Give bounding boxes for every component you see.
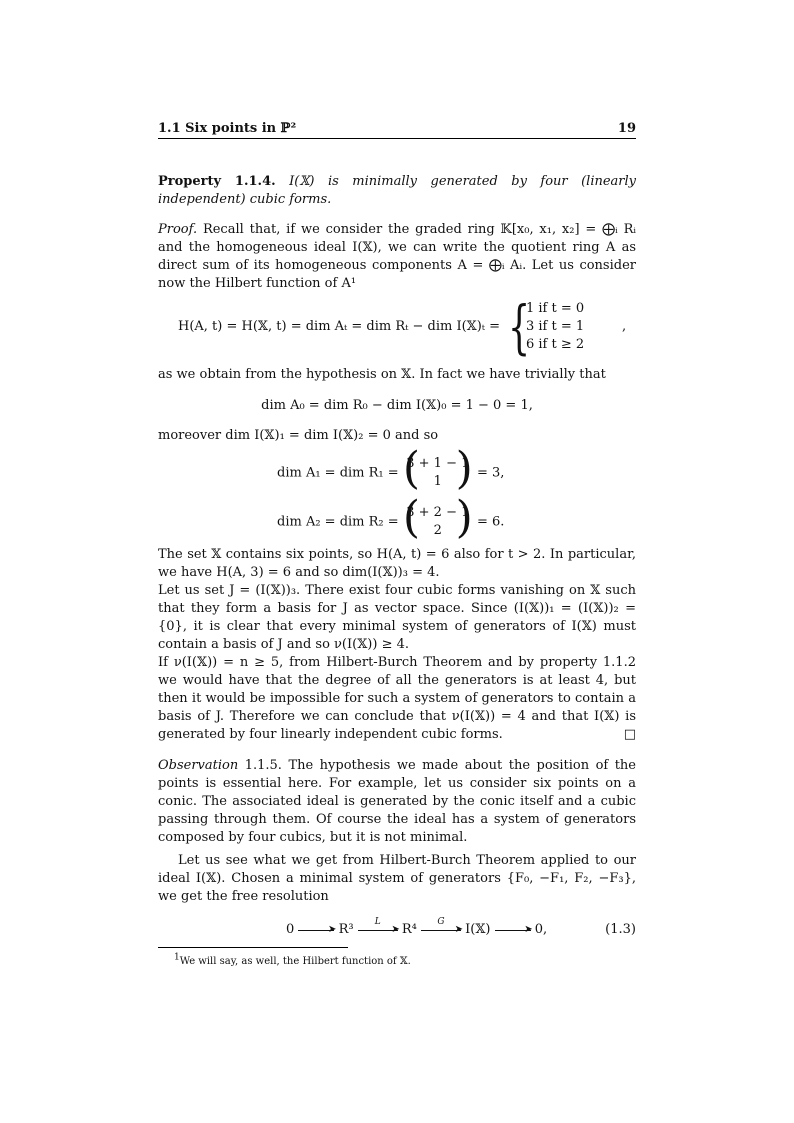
proof-text-6: If ν(I(𝕏)) = n ≥ 5, from Hilbert-Burch Theorem and by property 1.1.2 we would have that the degree of all the generators is at least 4, but then it would be impossible for such a system of generators to contain a basis of J. Therefore we can conclude that ν(I(𝕏)) = 4 and that I(𝕏) is generated by four linearly independent cubic forms. [158,655,636,742]
final-paragraph: Let us see what we get from Hilbert-Burch Theorem applied to our ideal I(𝕏). Chosen a minimal system of generators {F₀, −F₁, F₂, −F₃}, we get the free resolution [158,853,636,904]
a1-lhs: dim A₁ = dim R₁ = [277,465,399,481]
res-zero-left: 0 [286,922,295,937]
footnote-text: We will say, as well, the Hilbert function of 𝕏. [179,956,411,967]
cases-tail: , [622,319,627,334]
a2-rhs: = 6. [476,514,505,530]
proof-label: Proof. [158,222,198,237]
proof-paragraph-1 [158,221,636,293]
res-r3: R³ [338,922,354,937]
proof-paragraph-5: Let us set J = (I(𝕏))₃. There exist four cubic forms vanishing on 𝕏 such that they form a basis for J as vector space. Since (I(𝕏))₁ = (I(𝕏))₂ = {0}, it is clear that every minimal system of generators of I(𝕏) must contain a basis of J and so ν(I(𝕏)) ≥ 4. [158,583,636,652]
observation-text: The hypothesis we made about the position of the points is essential here. For example, let us consider six points on a conic. The associated ideal is generated by the conic itself and a cubic passing through them. Of course the ideal has a system of generators composed by four cubics, but it is not minimal. [158,758,636,845]
res-ideal: I(𝕏) [465,922,491,937]
proof-paragraph-2: as we obtain from the hypothesis on 𝕏. In fact we have trivially that [158,367,606,382]
footnote-mark: 1 [174,952,180,963]
res-arrow-1: ➤ [298,923,334,937]
property-text: I(𝕏) is minimally generated by four (linearly independent) cubic forms. [158,174,637,207]
qed-symbol: □ [623,727,636,742]
a1-rhs: = 3, [476,465,505,481]
proof-paragraph-6 [158,654,636,744]
section-title: 1.1 Six points in ℙ² [158,121,297,136]
equation-dim-a1 [277,443,505,494]
running-header [158,118,636,139]
binomial-a2-top: 3 + 2 − 1 [406,505,470,520]
res-arrow-G: G ➤ [421,923,461,937]
property-label: Property 1.1.4. [158,174,276,189]
case-row-1: 3 if t = 1 [526,319,585,334]
observation-number: 1.1.5. [244,758,282,773]
footnote-rule [158,947,348,948]
res-zero-right: 0, [534,922,548,937]
proof-text-1: Recall that, if we consider the graded ring 𝕂[x₀, x₁, x₂] = ⨁ᵢ Rᵢ and the homogeneous ideal I(𝕏), we can write the quotient ring A as direct sum of its homogeneous components A = ⨁ᵢ Aᵢ. Let us consider now the Hilbert function of A¹ [158,222,636,291]
hilbert-function-lhs: H(A, t) = H(𝕏, t) = dim Aₜ = dim Rₜ − dim I(𝕏)ₜ = [178,319,501,334]
proof-paragraph-4: The set 𝕏 contains six points, so H(A, t) = 6 also for t > 2. In particular, we have H(A, 3) = 6 and so dim(I(𝕏))₃ = 4. [158,547,636,580]
observation-label: Observation [158,758,239,773]
equation-dim-a0: dim A₀ = dim R₀ − dim I(𝕏)₀ = 1 − 0 = 1, [261,398,533,413]
res-arrow-4: ➤ [495,923,531,937]
equation-number: (1.3) [605,922,636,937]
binomial-a1-bottom: 1 [433,474,442,489]
binomial-a1: ( 3 + 1 − 1 1 ) [402,443,473,494]
binomial-a2-bottom: 2 [433,523,442,538]
binomial-a2: ( 3 + 2 − 1 2 ) [402,492,473,543]
res-label-G: G [437,916,445,927]
equation-dim-a2 [277,492,505,543]
case-row-0: 1 if t = 0 [526,301,585,316]
a2-lhs: dim A₂ = dim R₂ = [277,514,399,530]
footnote [174,953,411,971]
property-statement [158,173,636,209]
observation-paragraph [158,757,636,847]
binomial-a1-top: 3 + 1 − 1 [406,456,470,471]
left-brace: { [508,293,531,361]
res-label-L: L [374,916,381,927]
free-resolution [286,916,548,939]
case-row-2: 6 if t ≥ 2 [526,337,585,352]
page-number: 19 [617,121,636,136]
res-r4: R⁴ [401,922,417,937]
res-arrow-L: L ➤ [358,923,398,937]
proof-paragraph-3: moreover dim I(𝕏)₁ = dim I(𝕏)₂ = 0 and so [158,428,439,443]
